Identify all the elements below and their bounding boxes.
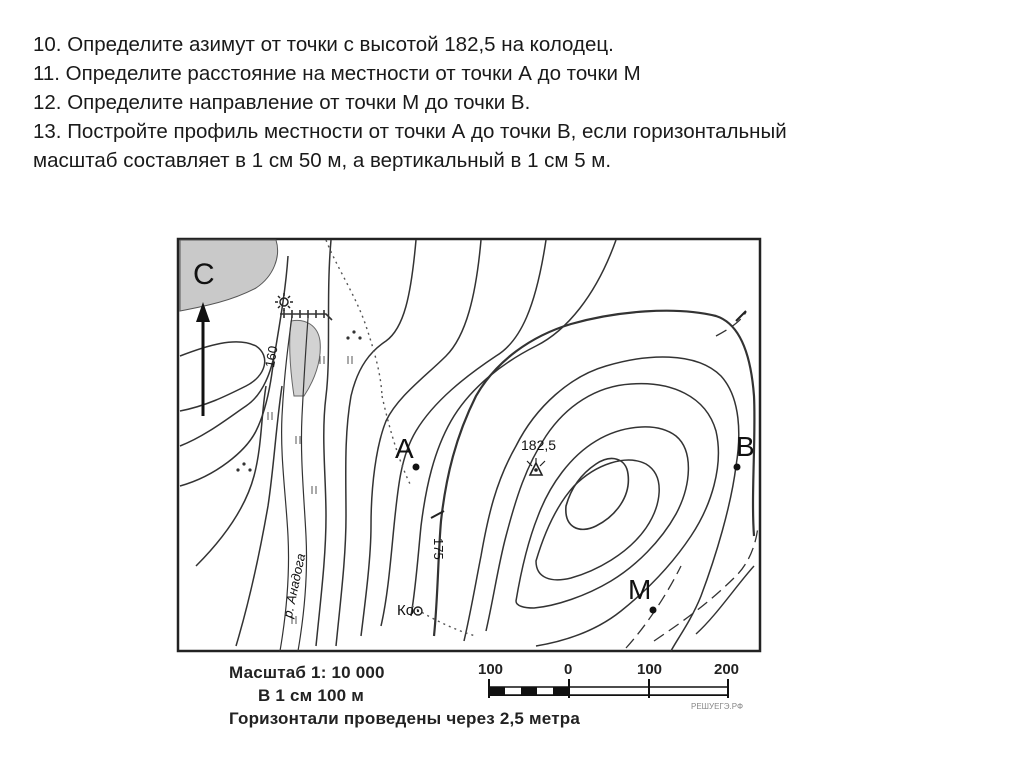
topographic-map	[176, 236, 762, 736]
well-icon	[414, 607, 422, 615]
scale-bar	[489, 679, 728, 698]
scale-tick-200: 200	[714, 661, 740, 678]
scale-unit: В 1 см 100 м	[258, 686, 364, 705]
question-13-continued: масштаб составляет в 1 см 50 м, а вертикальный в 1 см 5 м.	[33, 149, 612, 172]
question-11: 11. Определите расстояние на местности от точки А до точки М	[33, 62, 641, 85]
point-m-label: М	[628, 574, 652, 605]
map-drawing	[176, 236, 762, 736]
scale-tick-100-left: 100	[478, 661, 504, 678]
north-arrow-icon	[196, 302, 210, 416]
point-m-marker	[650, 607, 657, 614]
point-b-marker	[734, 464, 741, 471]
scale-tick-100-right: 100	[637, 661, 663, 678]
north-label: С	[193, 258, 215, 291]
contour-175-label: 175	[431, 538, 446, 560]
watermark: РЕШУЕГЭ.РФ	[691, 702, 744, 711]
tower-icon	[275, 293, 293, 311]
map-frame	[178, 239, 760, 651]
scale-ratio: Масштаб 1: 10 000	[229, 663, 385, 682]
question-list	[33, 30, 993, 175]
question-13: 13. Постройте профиль местности от точки А до точки В, если горизонтальный	[33, 120, 787, 143]
river-label: р. Анадога	[280, 552, 309, 620]
question-12: 12. Определите направление от точки М до точки В.	[33, 91, 531, 114]
question-10: 10. Определите азимут от точки с высотой 182,5 на колодец.	[33, 33, 614, 56]
contour-160-label: 160	[262, 344, 281, 369]
summit-height-label: 182,5	[521, 437, 557, 453]
contour-interval: Горизонтали проведены через 2,5 метра	[229, 709, 580, 728]
well-label: Ко	[397, 602, 415, 619]
point-b-label: В	[736, 431, 755, 462]
scale-tick-0: 0	[564, 661, 573, 678]
slope-ticks	[431, 311, 746, 518]
road	[280, 310, 332, 320]
point-a-label: А	[395, 433, 414, 464]
